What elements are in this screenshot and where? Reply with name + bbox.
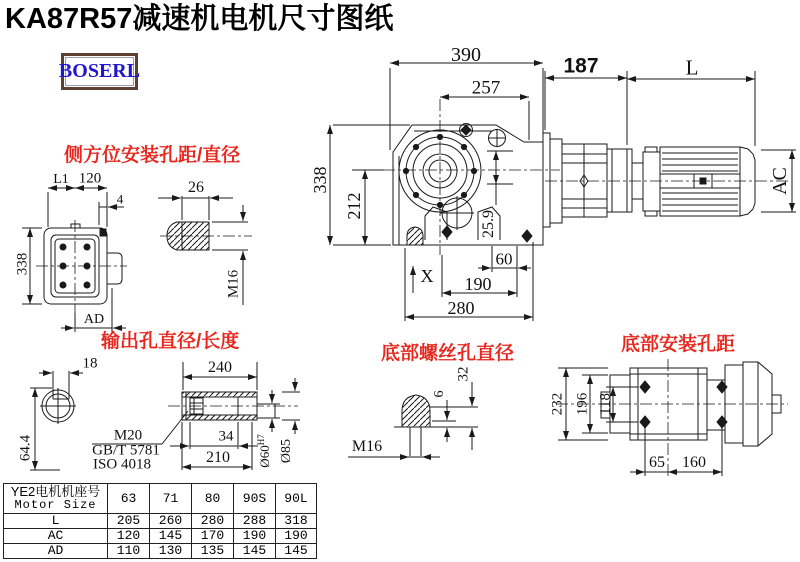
dim-label-64-4: 64.4 (17, 434, 34, 462)
dim-label-M20: M20 (113, 427, 143, 444)
dim-label-L1: L1 (53, 172, 69, 187)
table-cell: 110 (108, 544, 150, 559)
dim-label-257: 257 (471, 77, 501, 99)
dim-label-bore-60: $Ø60^{H7}$ (255, 434, 273, 468)
dim-label-85: Ø85 (279, 438, 294, 464)
table-row-AC (4, 529, 317, 544)
dim-label-120: 120 (78, 170, 102, 187)
table-cell: 190 (234, 529, 276, 544)
dim-label-160: 160 (682, 454, 706, 471)
bottom-mount-view (556, 359, 788, 476)
dim-label-280: 280 (447, 298, 475, 318)
section-heading-bottom-screw: 底部螺丝孔直径 (381, 343, 515, 364)
table-cell: 145 (276, 544, 317, 559)
section-heading-side-mount: 侧方位安装孔距/直径 (64, 145, 241, 166)
brand-logo-text: BOSERL (65, 57, 134, 86)
dim-label-212: 212 (344, 192, 364, 220)
dim-label-187: 187 (563, 54, 599, 78)
dim-label-18: 18 (82, 355, 98, 372)
side-mount-view (22, 188, 252, 332)
row-label-AD: AD (4, 544, 108, 559)
table-cell: 130 (150, 544, 192, 559)
table-cell: 145 (234, 544, 276, 559)
dim-label-4: 4 (116, 191, 124, 207)
dim-label-L: L (685, 55, 699, 80)
brand-logo (58, 53, 141, 90)
table-cell: 170 (192, 529, 234, 544)
dim-label-26: 26 (188, 179, 204, 196)
table-cell: 120 (108, 529, 150, 544)
dim-label-25-9: 25.9 (480, 210, 497, 238)
row-label-L: L (4, 514, 108, 529)
table-cell: 260 (150, 514, 192, 529)
dim-label-190: 190 (464, 274, 492, 294)
standard-gb-label: GB/T 5781 (92, 442, 160, 459)
standard-iso-label: ISO 4018 (93, 456, 151, 473)
dim-label-118: 118 (597, 393, 614, 415)
dim-label-34: 34 (218, 428, 234, 445)
dim-label-6: 6 (432, 390, 447, 398)
dim-label-AC: AC (769, 167, 791, 195)
section-heading-bottom-mount: 底部安装孔距 (621, 334, 736, 355)
dim-label-210: 210 (206, 449, 230, 466)
dim-label-196: 196 (574, 392, 591, 416)
dim-label-240: 240 (208, 359, 232, 376)
dim-label-M16-side: M16 (225, 269, 242, 299)
table-cell: 280 (192, 514, 234, 529)
table-col-90L: 90L (276, 484, 317, 514)
main-assembly-view (330, 63, 796, 321)
table-col-90S: 90S (234, 484, 276, 514)
dim-label-32: 32 (455, 366, 472, 382)
dim-label-60: 60 (495, 249, 513, 269)
table-col-63: 63 (108, 484, 150, 514)
table-cell: 145 (150, 529, 192, 544)
dim-label-338-side: 338 (14, 252, 31, 276)
dim-label-AD: AD (83, 312, 105, 327)
dim-label-232: 232 (549, 392, 566, 416)
table-row-L (4, 514, 317, 529)
table-cell: 205 (108, 514, 150, 529)
axis-label-X: X (420, 266, 434, 286)
dim-label-338-main: 338 (310, 166, 330, 194)
dim-label-65: 65 (649, 454, 665, 471)
dim-label-390: 390 (451, 44, 481, 66)
table-cell: 318 (276, 514, 317, 529)
table-row-AD (4, 544, 317, 559)
row-label-AC: AC (4, 529, 108, 544)
table-cell: 190 (276, 529, 317, 544)
section-heading-output: 输出孔直径/长度 (101, 331, 240, 352)
table-cell: 288 (234, 514, 276, 529)
table-header-motor-size: YE2电机机座号 Motor Size (4, 484, 108, 514)
motor-size-table (3, 483, 317, 559)
table-col-80: 80 (192, 484, 234, 514)
table-col-71: 71 (150, 484, 192, 514)
table-cell: 135 (192, 544, 234, 559)
dim-label-M16-bottom: M16 (351, 438, 383, 455)
page-title: KA87R57减速机电机尺寸图纸 (5, 3, 394, 35)
